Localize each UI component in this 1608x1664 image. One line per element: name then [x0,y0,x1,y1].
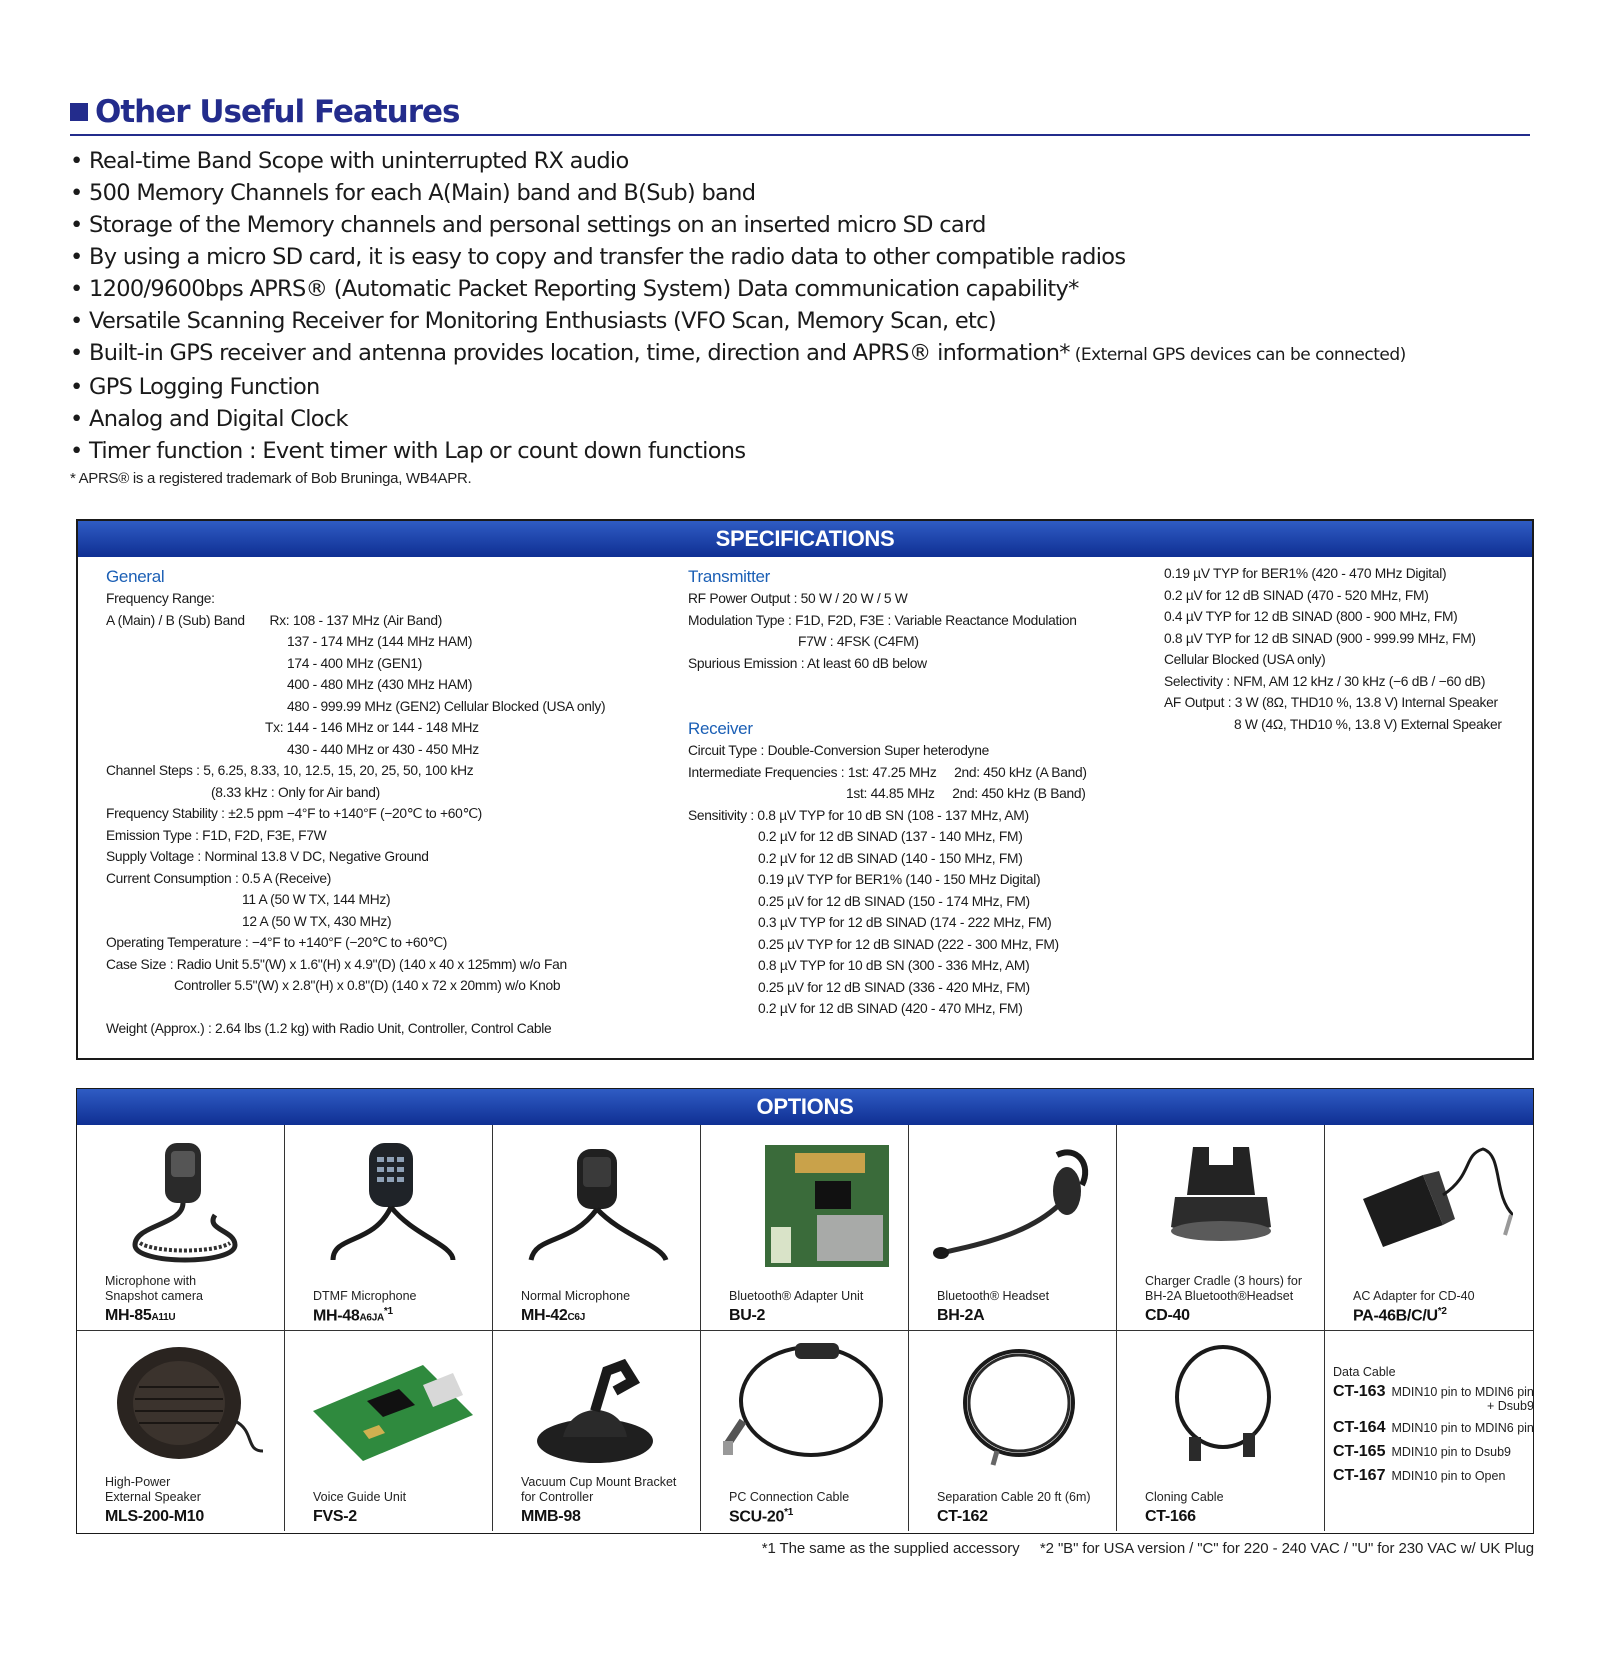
option-cell [1325,1125,1533,1331]
data-cable-row: CT-167 MDIN10 pin to Open [1333,1467,1506,1484]
feature-item: • 1200/9600bps APRS® (Automatic Packet Reporting System) Data communication capability* [70,276,1079,302]
feature-item: • Analog and Digital Clock [70,406,348,432]
spec-spacer [106,997,605,1019]
option-model: MMB-98 [521,1508,581,1525]
spec-line: 0.3 µV TYP for 12 dB SINAD (174 - 222 MHz, FM) [758,915,1052,930]
spec-spacer [688,674,1087,696]
option-model: BH-2A [937,1307,985,1324]
spec-line: 0.2 µV for 12 dB SINAD (137 - 140 MHz, FM) [758,829,1023,844]
spec-receiver-heading: Receiver [688,719,753,738]
features-section [70,92,1530,487]
option-cell [909,1125,1117,1331]
option-model: CT-162 [937,1508,988,1525]
spec-receiver-continued-column [1164,563,1502,735]
cloning-cable-icon [1135,1341,1305,1471]
spec-line: 430 - 440 MHz or 430 - 450 MHz [287,741,479,757]
spec-line: Frequency Stability : ±2.5 ppm −4°F to +140°F (−20℃ to +60℃) [106,806,482,821]
feature-item: • Real-time Band Scope with uninterrupted RX audio [70,148,629,174]
specifications-box [76,519,1534,1060]
separation-cable-icon [927,1341,1097,1471]
spec-line: Case Size : Radio Unit 5.5"(W) x 1.6"(H) x 4.9"(D) (140 x 40 x 125mm) w/o Fan [106,956,567,972]
data-cable-row: CT-165 MDIN10 pin to Dsub9 [1333,1443,1511,1460]
pc-cable-icon [719,1341,889,1471]
option-model: CD-40 [1145,1307,1190,1324]
data-cable-cell [1325,1331,1533,1531]
gps-note: (External GPS devices can be connected) [1069,345,1406,365]
spec-line: Frequency Range: [106,591,215,606]
spec-line: 0.25 µV for 12 dB SINAD (150 - 174 MHz, FM) [758,893,1030,909]
option-cell [77,1125,285,1331]
spec-line: Current Consumption : 0.5 A (Receive) [106,870,332,886]
spec-line: RF Power Output : 50 W / 20 W / 5 W [688,591,908,606]
spec-line: 137 - 174 MHz (144 MHz HAM) [287,634,473,649]
spec-line: 174 - 400 MHz (GEN1) [287,655,423,671]
option-description: Bluetooth® Headset [937,1289,1050,1303]
options-header: OPTIONS [77,1089,1533,1125]
title-rule [70,134,1530,136]
option-model: BU-2 [729,1307,766,1324]
option-cell [701,1331,909,1531]
spec-line: Modulation Type : F1D, F2D, F3E : Variable Reactance Modulation [688,612,1077,628]
feature-item [70,337,1406,371]
spec-line: Emission Type : F1D, F2D, F3E, F7W [106,827,327,843]
spec-general-column [106,565,605,1040]
data-cable-row: CT-163 MDIN10 pin to MDIN6 pin + Dsub9 [1333,1383,1534,1413]
bluetooth-adapter-icon [719,1135,889,1275]
option-description: Vacuum Cup Mount Bracket for Controller [521,1475,677,1504]
data-cable-title: Data Cable [1333,1365,1396,1379]
spec-line: Intermediate Frequencies : 1st: 47.25 MHz 2nd: 450 kHz (A Band) [688,764,1087,780]
spec-line: 400 - 480 MHz (430 MHz HAM) [287,677,473,692]
options-box [76,1088,1534,1534]
speaker-mic-icon [95,1135,265,1275]
option-model: $PA-46B/C/U^{*2}$ [1353,1305,1447,1324]
spec-line: Tx: 144 - 146 MHz or 144 - 148 MHz [265,720,479,735]
option-description: Normal Microphone [521,1289,631,1303]
dtmf-microphone-icon [303,1135,473,1275]
option-model: MH-42C6J [521,1307,585,1324]
spec-line: 0.25 µV TYP for 12 dB SINAD (222 - 300 MHz, FM) [758,936,1059,952]
spec-line: Sensitivity : 0.8 µV TYP for 10 dB SN (108 - 137 MHz, AM) [688,807,1029,823]
option-cell [1117,1125,1325,1331]
feature-item-text: • Built-in GPS receiver and antenna provides location, time, direction and APRS® information* [70,340,1070,366]
features-title-text: Other Useful Features [95,94,460,130]
option-description: Voice Guide Unit [313,1490,407,1504]
spec-line: Operating Temperature : −4°F to +140°F (−20℃ to +60℃) [106,935,448,950]
option-description: AC Adapter for CD-40 [1353,1289,1475,1303]
spec-line: F7W : 4FSK (C4FM) [798,634,919,649]
spec-line: Selectivity : NFM, AM 12 kHz / 30 kHz (−6 dB / −60 dB) [1164,673,1486,689]
spec-line: 8 W (4Ω, THD10 %, 13.8 V) External Speaker [1234,716,1502,732]
spec-line: (8.33 kHz : Only for Air band) [211,784,380,800]
spec-line: Controller 5.5"(W) x 2.8"(H) x 0.8"(D) (140 x 72 x 20mm) w/o Knob [174,978,561,993]
spec-line: 0.8 µV TYP for 12 dB SINAD (900 - 999.99 MHz, FM) [1164,630,1476,646]
spec-line: Channel Steps : 5, 6.25, 8.33, 10, 12.5, 15, 20, 25, 50, 100 kHz [106,763,474,778]
option-model: FVS-2 [313,1508,357,1525]
spec-line: 11 A (50 W TX, 144 MHz) [242,892,391,907]
option-cell [909,1331,1117,1531]
external-speaker-icon [95,1341,265,1471]
option-description: Cloning Cable [1145,1490,1224,1504]
option-description: Bluetooth® Adapter Unit [729,1289,864,1303]
option-model: CT-166 [1145,1508,1196,1525]
spec-line: 0.19 µV TYP for BER1% (420 - 470 MHz Digital) [1164,566,1447,581]
feature-item: • Timer function : Event timer with Lap or count down functions [70,438,746,464]
spec-line: 0.2 µV for 12 dB SINAD (470 - 520 MHz, FM) [1164,587,1429,603]
option-description: PC Connection Cable [729,1490,850,1504]
feature-list [70,145,1406,467]
option-cell [493,1331,701,1531]
bluetooth-headset-icon [927,1135,1097,1275]
option-model: MH-48A6JA$^{*1}$ [313,1305,393,1324]
spec-line: Cellular Blocked (USA only) [1164,652,1326,667]
spec-line: Weight (Approx.) : 2.64 lbs (1.2 kg) with Radio Unit, Controller, Control Cable [106,1021,552,1036]
spec-line: 0.4 µV TYP for 12 dB SINAD (800 - 900 MHz, FM) [1164,609,1458,624]
data-cable-list [1333,1365,1534,1491]
spec-line: 0.2 µV for 12 dB SINAD (140 - 150 MHz, FM) [758,850,1023,866]
spec-transmitter-receiver-column [688,565,1087,1020]
option-model: MH-85A11U [105,1307,176,1324]
title-square-icon [70,103,88,121]
spec-spacer [688,696,1087,718]
option-cell [701,1125,909,1331]
option-cell [493,1125,701,1331]
spec-line: Spurious Emission : At least 60 dB below [688,655,927,671]
charger-cradle-icon [1135,1135,1305,1275]
spec-general-heading: General [106,567,165,586]
spec-line: 1st: 44.85 MHz 2nd: 450 kHz (B Band) [846,786,1086,801]
microphone-icon [511,1135,681,1275]
options-grid [77,1125,1533,1531]
option-description: Microphone with Snapshot camera [105,1274,203,1303]
trademark-note: * APRS® is a registered trademark of Bob Bruninga, WB4APR. [70,470,472,487]
option-description: High-Power External Speaker [105,1475,201,1504]
spec-line: Supply Voltage : Norminal 13.8 V DC, Negative Ground [106,849,429,864]
option-description: DTMF Microphone [313,1289,417,1303]
voice-guide-unit-icon [303,1341,473,1471]
features-title [70,92,1530,132]
spec-line: AF Output : 3 W (8Ω, THD10 %, 13.8 V) Internal Speaker [1164,695,1498,710]
specifications-header: SPECIFICATIONS [78,521,1532,557]
option-cell [285,1331,493,1531]
option-model: MLS-200-M10 [105,1508,204,1525]
spec-line: 0.8 µV TYP for 10 dB SN (300 - 336 MHz, AM) [758,958,1030,973]
vacuum-mount-icon [511,1341,681,1471]
spec-line: Circuit Type : Double-Conversion Super heterodyne [688,743,990,758]
data-cable-row: CT-164 MDIN10 pin to MDIN6 pin [1333,1419,1534,1436]
spec-line: 0.25 µV for 12 dB SINAD (336 - 420 MHz, FM) [758,979,1030,995]
option-description: Separation Cable 20 ft (6m) [937,1490,1091,1504]
feature-item: • Versatile Scanning Receiver for Monitoring Enthusiasts (VFO Scan, Memory Scan, etc) [70,308,996,334]
option-model: SCU-20$^{*1}$ [729,1506,793,1525]
spec-line: 12 A (50 W TX, 430 MHz) [242,913,392,929]
option-description: Charger Cradle (3 hours) for BH-2A Bluetooth®Headset [1145,1274,1303,1303]
option-cell [285,1125,493,1331]
feature-item: • Storage of the Memory channels and personal settings on an inserted micro SD card [70,212,986,238]
spec-transmitter-heading: Transmitter [688,567,771,586]
option-cell [1117,1331,1325,1531]
option-cell [77,1331,285,1531]
options-footnote: *1 The same as the supplied accessory *2 "B" for USA version / "C" for 220 - 240 VAC / "U" for 230 VAC w/ UK Plug [761,1540,1534,1557]
spec-line: 0.19 µV TYP for BER1% (140 - 150 MHz Digital) [758,872,1041,887]
spec-line: 0.2 µV for 12 dB SINAD (420 - 470 MHz, FM) [758,1001,1023,1016]
feature-item: • By using a micro SD card, it is easy to copy and transfer the radio data to other compatible radios [70,244,1126,270]
feature-item: • GPS Logging Function [70,374,320,400]
ac-adapter-icon [1343,1135,1513,1275]
spec-line: A (Main) / B (Sub) Band Rx: 108 - 137 MHz (Air Band) [106,612,443,628]
feature-item: • 500 Memory Channels for each A(Main) band and B(Sub) band [70,180,756,206]
spec-line: 480 - 999.99 MHz (GEN2) Cellular Blocked (USA only) [287,698,606,714]
